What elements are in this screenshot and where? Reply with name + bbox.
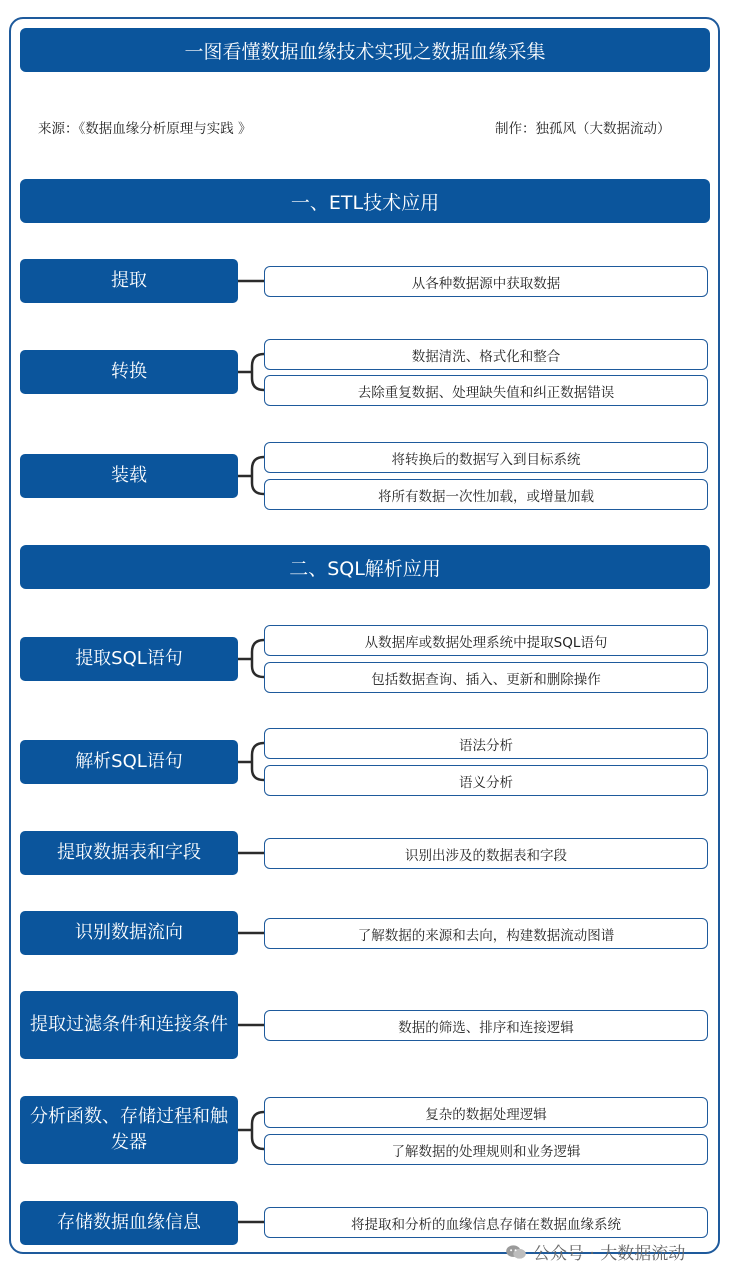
leaf-item: 了解数据的来源和去向，构建数据流动图谱: [264, 918, 708, 949]
leaf-item: 去除重复数据、处理缺失值和纠正数据错误: [264, 375, 708, 406]
leaf-item: 了解数据的处理规则和业务逻辑: [264, 1134, 708, 1165]
watermark-text: 公众号 · 大数据流动: [533, 1244, 686, 1264]
leaf-item: 语义分析: [264, 765, 708, 796]
watermark: [505, 1239, 685, 1264]
leaf-item: 数据的筛选、排序和连接逻辑: [264, 1010, 708, 1041]
leaf-item: 将所有数据一次性加载，或增量加载: [264, 479, 708, 510]
category-parse-sql: 解析SQL语句: [20, 740, 238, 784]
category-functions: 分析函数、存储过程和触发器: [20, 1096, 238, 1164]
category-extract-sql: 提取SQL语句: [20, 637, 238, 681]
author-text: 制作：独孤风（大数据流动）: [495, 121, 671, 137]
leaf-item: 识别出涉及的数据表和字段: [264, 838, 708, 869]
leaf-item: 数据清洗、格式化和整合: [264, 339, 708, 370]
leaf-item: 语法分析: [264, 728, 708, 759]
category-extract: 提取: [20, 259, 238, 303]
leaf-item: 从各种数据源中获取数据: [264, 266, 708, 297]
category-transform: 转换: [20, 350, 238, 394]
leaf-item: 包括数据查询、插入、更新和删除操作: [264, 662, 708, 693]
leaf-item: 将提取和分析的血缘信息存储在数据血缘系统: [264, 1207, 708, 1238]
leaf-item: 从数据库或数据处理系统中提取SQL语句: [264, 625, 708, 656]
leaf-item: 复杂的数据处理逻辑: [264, 1097, 708, 1128]
leaf-item: 将转换后的数据写入到目标系统: [264, 442, 708, 473]
wechat-icon: [505, 1244, 527, 1260]
category-filter-join: 提取过滤条件和连接条件: [20, 991, 238, 1059]
category-store-lineage: 存储数据血缘信息: [20, 1201, 238, 1245]
source-text: 来源：《数据血缘分析原理与实践 》: [38, 121, 252, 137]
category-load: 装载: [20, 454, 238, 498]
section-header-sql: 二、SQL解析应用: [20, 545, 710, 589]
section-header-etl: 一、ETL技术应用: [20, 179, 710, 223]
category-extract-tables: 提取数据表和字段: [20, 831, 238, 875]
page-title: 一图看懂数据血缘技术实现之数据血缘采集: [20, 28, 710, 72]
category-data-flow: 识别数据流向: [20, 911, 238, 955]
